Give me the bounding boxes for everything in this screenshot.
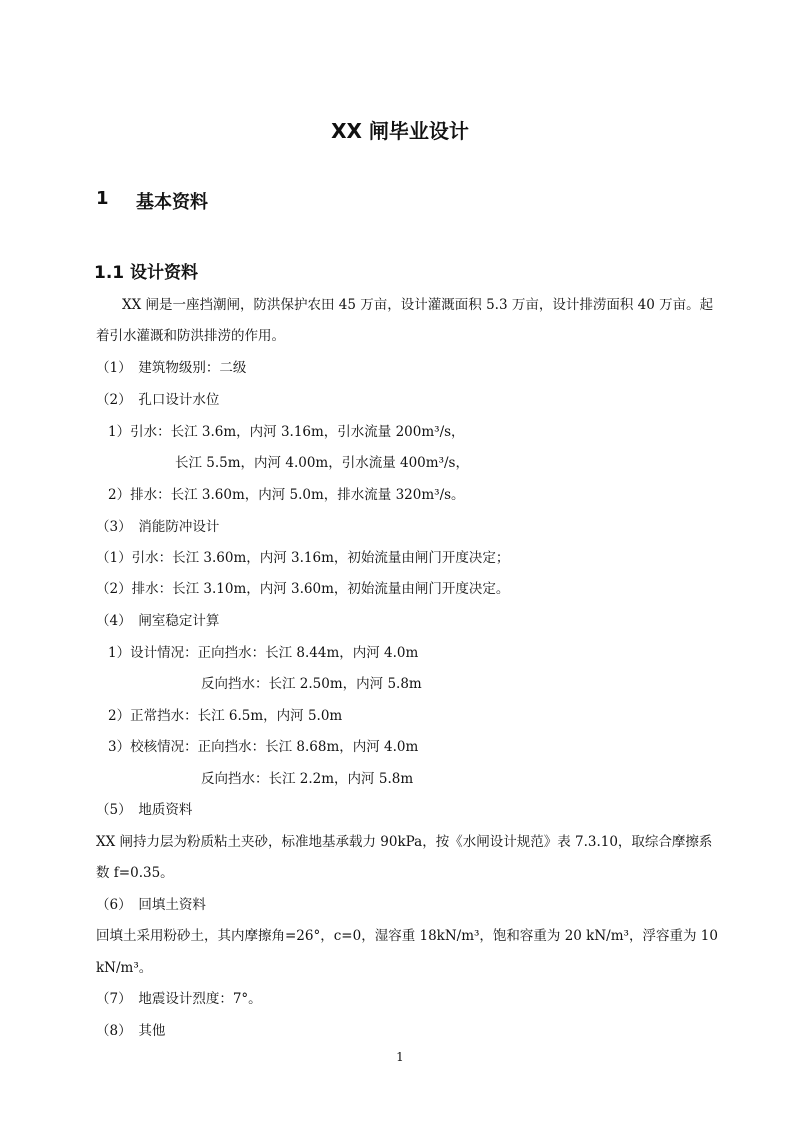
paragraph-line: XX 闸是一座挡潮闸，防洪保护农田 45 万亩，设计灌溉面积 5.3 万亩，设计排涝面积 40 万亩。起 [122, 297, 714, 313]
paragraph-line: 长江 5.5m，内河 4.00m，引水流量 400m³/s， [175, 455, 469, 471]
paragraph-line: 1）设计情况：正向挡水：长江 8.44m，内河 4.0m [108, 645, 419, 661]
list-heading: （4） 闸室稳定计算 [96, 613, 220, 629]
list-heading: （8） 其他 [96, 1023, 166, 1039]
paragraph-line: 着引水灌溉和防洪排涝的作用。 [96, 328, 285, 344]
list-heading: （5） 地质资料 [96, 802, 193, 818]
list-heading: （1） 建筑物级别：二级 [96, 360, 247, 376]
paragraph-line: 回填土采用粉砂土，其内摩擦角=26°，c=0，湿容重 18kN/m³，饱和容重为 20 kN/m³，浮容重为 10 [96, 928, 718, 944]
section-title: 基本资料 [136, 192, 208, 213]
paragraph-line: XX 闸持力层为粉质粘土夹砂，标准地基承载力 90kPa，按《水闸设计规范》表 7.3.10，取综合摩擦系 [96, 834, 713, 850]
paragraph-line: kN/m³。 [96, 960, 153, 976]
paragraph-line: 2）正常挡水：长江 6.5m，内河 5.0m [108, 708, 343, 724]
list-heading: （6） 回填土资料 [96, 897, 206, 913]
paragraph-line: 3）校核情况：正向挡水：长江 8.68m，内河 4.0m [108, 739, 419, 755]
list-heading: （7） 地震设计烈度：7°。 [96, 991, 262, 1007]
paragraph-line: （1）引水：长江 3.60m，内河 3.16m，初始流量由闸门开度决定； [96, 550, 510, 566]
list-heading: （2） 孔口设计水位 [96, 392, 220, 408]
paragraph-line: 2）排水：长江 3.60m，内河 5.0m，排水流量 320m³/s。 [108, 487, 465, 503]
list-heading: （3） 消能防冲设计 [96, 519, 220, 535]
paragraph-line: （2）排水：长江 3.10m，内河 3.60m，初始流量由闸门开度决定。 [96, 581, 510, 597]
paragraph-line: 反向挡水：长江 2.50m，内河 5.8m [201, 676, 422, 692]
subsection-heading-1-1: 1.1 设计资料 [94, 263, 199, 283]
document-title: XX 闸毕业设计 [331, 119, 469, 143]
page-number: 1 [396, 1050, 404, 1064]
section-number: 1 [96, 188, 109, 209]
paragraph-line: 数 f=0.35。 [96, 865, 174, 881]
paragraph-line: 1）引水：长江 3.6m，内河 3.16m，引水流量 200m³/s， [108, 424, 465, 440]
paragraph-line: 反向挡水：长江 2.2m，内河 5.8m [201, 771, 414, 787]
